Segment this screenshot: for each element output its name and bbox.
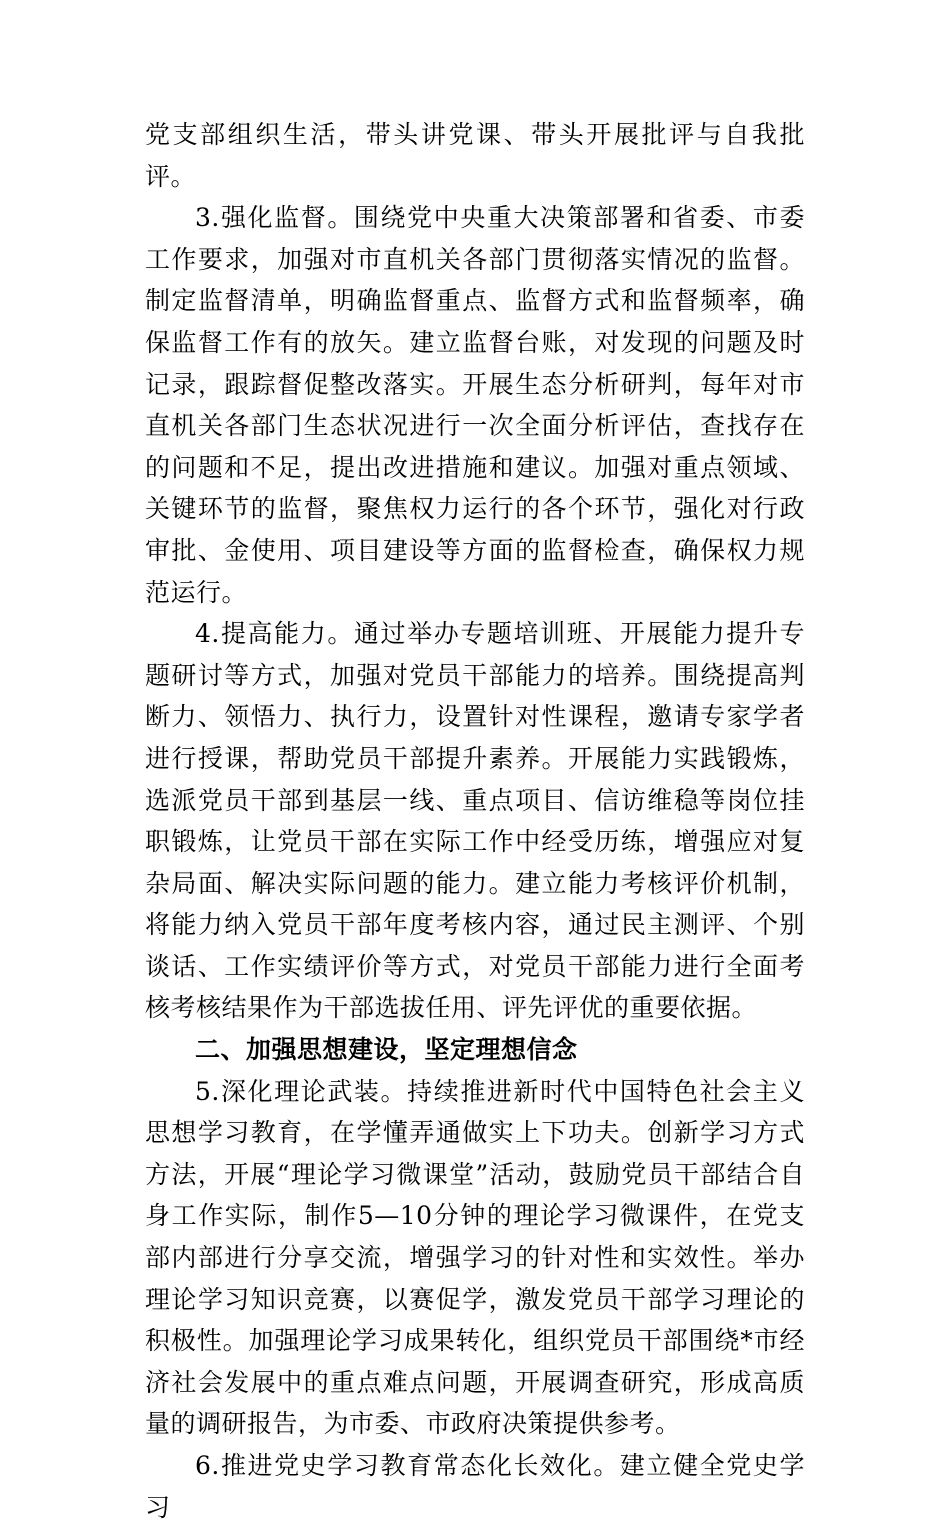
paragraph-theory-study: 5.深化理论武装。持续推进新时代中国特色社会主义思想学习教育，在学懂弄通做实上下功夫。创新学习方式方法，开展“理论学习微课堂”活动，鼓励党员干部结合自身工作实际，制作5—10分钟的理论学习微课件，在党支部内部进行分享交流，增强学习的针对性和实效性。举办理论学习知识竞赛，以赛促学，激发党员干部学习理论的积极性。加强理论学习成果转化，组织党员干部围绕*市经济社会发展中的重点难点问题，开展调查研究，形成高质量的调研报告，为市委、市政府决策提供参考。 bbox=[145, 1076, 805, 1439]
paragraph-strengthen-supervision: 3.强化监督。围绕党中央重大决策部署和省委、市委工作要求，加强对市直机关各部门贯彻落实情况的监督。制定监督清单，明确监督重点、监督方式和监督频率，确保监督工作有的放矢。建立监督台账，对发现的问题及时记录，跟踪督促整改落实。开展生态分析研判，每年对市直机关各部门生态状况进行一次全面分析评估，查找存在的问题和不足，提出改进措施和建议。加强对重点领域、关键环节的监督，聚焦权力运行的各个环节，强化对行政审批、金使用、项目建设等方面的监督检查，确保权力规范运行。 bbox=[145, 203, 805, 607]
section-heading: 二、加强思想建设，坚定理想信念 bbox=[195, 1035, 578, 1065]
document-body bbox=[145, 114, 805, 1528]
paragraph-party-history: 6.推进党史学习教育常态化长效化。建立健全党史学习 bbox=[145, 1451, 805, 1522]
paragraph-improve-ability: 4.提高能力。通过举办专题培训班、开展能力提升专题研讨等方式，加强对党员干部能力的培养。围绕提高判断力、领悟力、执行力，设置针对性课程，邀请专家学者进行授课，帮助党员干部提升素养。开展能力实践锻炼，选派党员干部到基层一线、重点项目、信访维稳等岗位挂职锻炼，让党员干部在实际工作中经受历练，增强应对复杂局面、解决实际问题的能力。建立能力考核评价机制，将能力纳入党员干部年度考核内容，通过民主测评、个别谈话、工作实绩评价等方式，对党员干部能力进行全面考核考核结果作为干部选拔任用、评先评优的重要依据。 bbox=[145, 619, 805, 1023]
paragraph-continuation: 党支部组织生活，带头讲党课、带头开展批评与自我批评。 bbox=[145, 120, 805, 191]
